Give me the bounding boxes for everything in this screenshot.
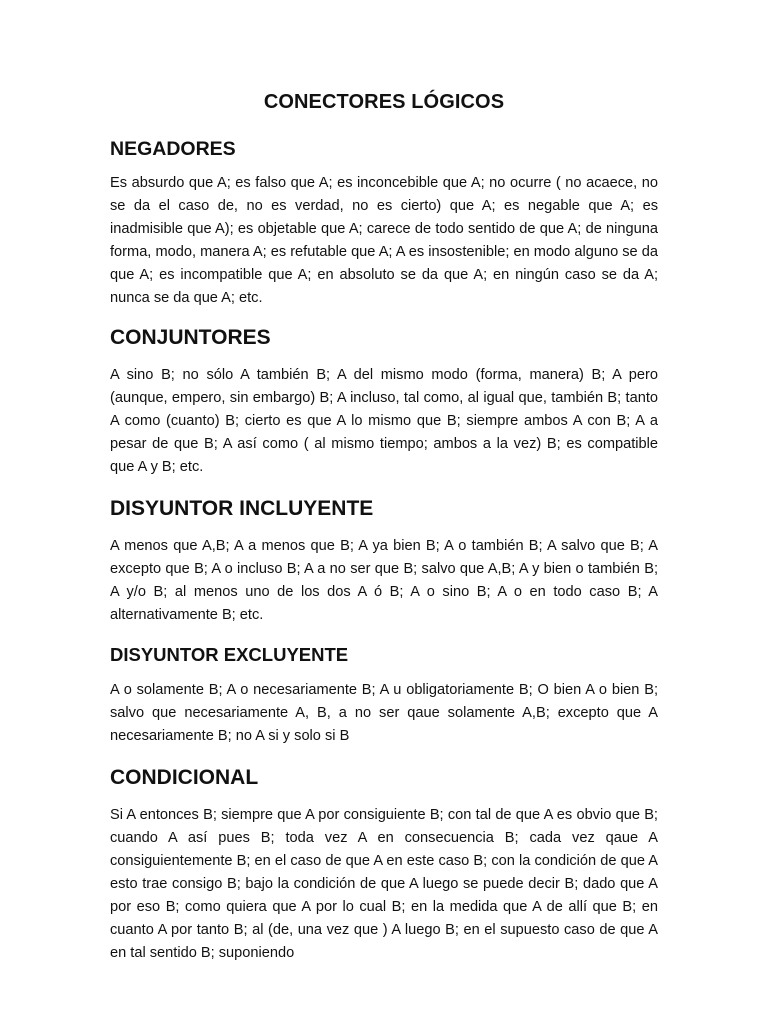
document-title: CONECTORES LÓGICOS (263, 91, 505, 113)
section-heading-condicional: CONDICIONAL (110, 766, 259, 789)
section-body-conjuntores: A sino B; no sólo A también B; A del mismo modo (forma, manera) B; A pero (aunque, empero, sin embargo) B; A incluso, tal como, al igual que, también B; tanto A como (cuanto) B; cierto es que A lo mismo que B; siempre ambos A con B; A a pesar de que B; A así como ( al mismo tiempo; ambos a la vez) B; es compatible que A y B; etc. (110, 367, 658, 475)
section-condicional (110, 762, 658, 965)
section-heading-negadores: NEGADORES (110, 138, 236, 160)
section-negadores (110, 134, 658, 310)
section-heading-disyuntor-excluyente: DISYUNTOR EXCLUYENTE (110, 644, 349, 665)
section-heading-conjuntores: CONJUNTORES (110, 326, 271, 349)
section-disyuntor-excluyente (110, 641, 658, 748)
section-body-condicional: Si A entonces B; siempre que A por consiguiente B; con tal de que A es obvio que B; cuando A así pues B; toda vez A en consecuencia B; cada vez qaue A consiguientemente B; en el caso de que A en este caso B; con la condición de que A esto trae consigo B; bajo la condición de que A luego se puede decir B; dado que A por eso B; como quiera que A por lo cual B; en la medida que A de allí que B; en cuanto A por tanto B; al (de, una vez que ) A luego B; en el supuesto caso de que A en tal sentido B; suponiendo (110, 807, 658, 961)
section-body-negadores: Es absurdo que A; es falso que A; es inconcebible que A; no ocurre ( no acaece, no se da el caso de, no es verdad, no es cierto) que A; es negable que A; es inadmisible que A); es objetable que A; carece de todo sentido de que A; de ninguna forma, modo, manera A; es refutable que A; A es insostenible; en modo alguno se da que A; es incompatible que A; en absoluto se da que A; en ningún caso se da A; nunca se da que A; etc. (110, 175, 658, 306)
section-conjuntores (110, 322, 658, 479)
section-body-disyuntor-excluyente: A o solamente B; A o necesariamente B; A u obligatoriamente B; O bien A o bien B; salvo que necesariamente A, B, a no ser qaue solamente A,B; excepto que A necesariamente B; no A si y solo si B (110, 682, 658, 744)
document-page (110, 86, 658, 965)
section-heading-disyuntor-incluyente: DISYUNTOR INCLUYENTE (110, 497, 374, 520)
section-body-disyuntor-incluyente: A menos que A,B; A a menos que B; A ya bien B; A o también B; A salvo que B; A excepto que B; A o incluso B; A a no ser que B; salvo que A,B; A y bien o también B; A y/o B; al menos uno de los dos A ó B; A o sino B; A o en todo caso B; A alternativamente B; etc. (110, 538, 658, 623)
section-disyuntor-incluyente (110, 493, 658, 627)
